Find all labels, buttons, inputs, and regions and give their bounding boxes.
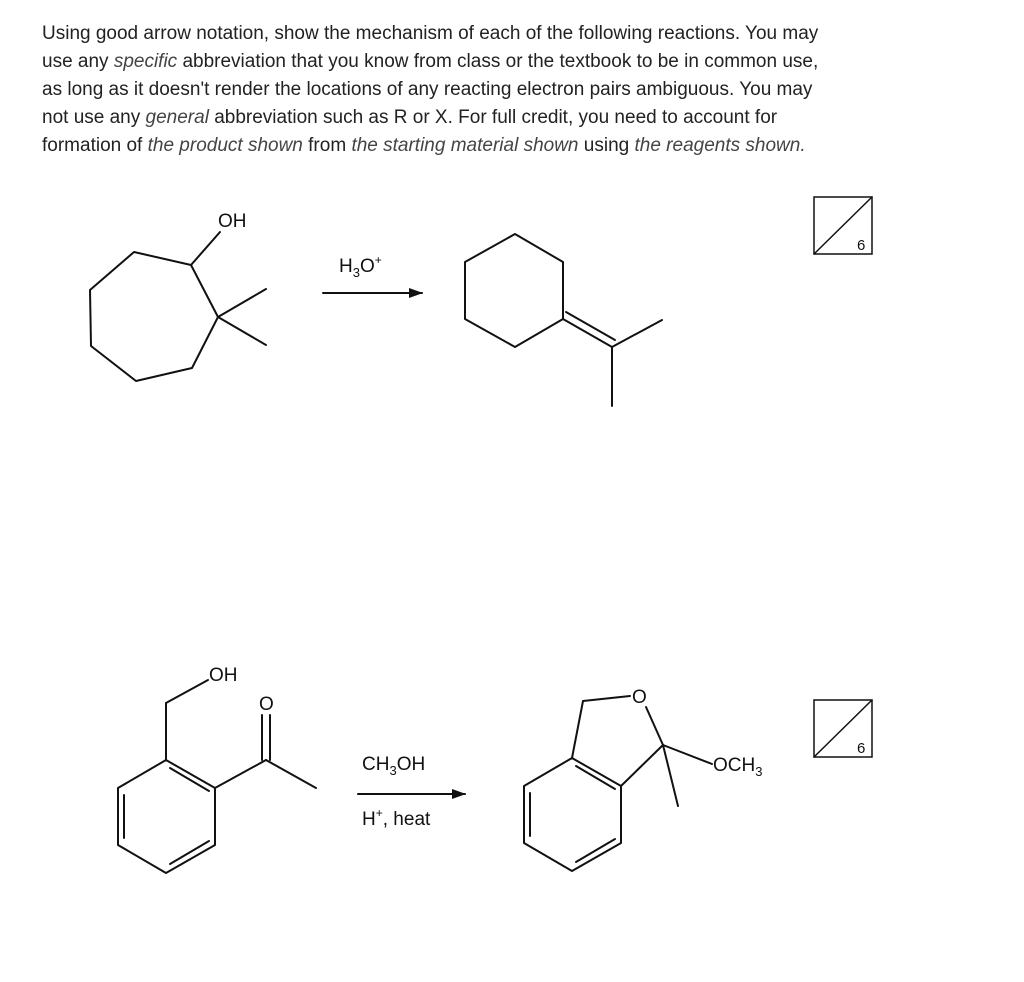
reaction2-starting-material — [118, 665, 316, 873]
reagent1-o: O — [359, 256, 375, 277]
aryl-quaternary-bond — [621, 745, 663, 786]
och3-text: OCH — [713, 755, 756, 776]
reaction1-starting-material — [90, 211, 266, 381]
aryl-carbonyl-bond — [215, 760, 266, 788]
ketone-methyl — [266, 760, 316, 788]
reaction1-reagent — [339, 253, 382, 280]
reagent2-oh: OH — [396, 754, 426, 775]
reagent2-h: H — [362, 809, 376, 830]
reagent2-plus: + — [375, 806, 383, 820]
product-methyl-1 — [612, 320, 662, 347]
o-quaternary-bond — [646, 707, 663, 745]
reagent2-ch: CH — [362, 754, 390, 775]
methyl-bond-1 — [218, 289, 266, 317]
reaction2-reagent-bottom — [362, 806, 431, 830]
svg-text:CH3OH — [362, 754, 425, 778]
instr-text-7: from — [302, 135, 352, 156]
reagent1-plus: + — [374, 253, 382, 267]
methyl-bond-2 — [218, 317, 266, 345]
ch2-o-bond — [583, 696, 630, 701]
reaction1-oh-label: OH — [218, 211, 247, 232]
svg-text:H+, heat — [362, 806, 431, 830]
benzene-ring-2 — [524, 758, 621, 871]
svg-text:H3O+ — [339, 253, 382, 280]
instr-text-3: abbreviation that you know from class or the textbook to be in common use, as long as it doesn't render the locations of any reacting electron pairs ambiguous. You may not use any — [42, 51, 819, 128]
reaction2-reagent-top — [362, 754, 425, 778]
reagent2-sub: 3 — [389, 763, 397, 778]
instr-text-5: abbreviation such as R or X. For full credit, you need to account for formation of — [42, 107, 778, 156]
ch2-oh-bond — [166, 680, 208, 703]
svg-text:OCH3 — [713, 755, 762, 779]
och3-sub: 3 — [755, 764, 763, 779]
c-oh-bond — [191, 232, 220, 265]
instr-emph-product: the product shown — [147, 135, 303, 156]
ring-ch2-bond — [572, 701, 583, 758]
reaction2-oh-label: OH — [209, 665, 238, 686]
quaternary-och3-bond — [663, 745, 712, 764]
instr-emph-specific: specific — [113, 51, 178, 72]
benzene-ring-1 — [118, 760, 215, 873]
reaction2-product — [524, 687, 762, 871]
reaction1-points: 6 — [857, 237, 866, 254]
reagent1-h: H — [339, 256, 353, 277]
instr-emph-starting: the starting material shown — [351, 135, 579, 156]
reagent1-sub: 3 — [352, 265, 360, 280]
carbonyl-o-label: O — [259, 694, 274, 715]
instr-emph-reagents: the reagents shown. — [634, 135, 806, 156]
ring-o-label: O — [632, 687, 647, 708]
instr-text-9: using — [578, 135, 635, 156]
quaternary-methyl — [663, 745, 678, 806]
reaction1-score-box — [814, 197, 872, 254]
reaction2-score-box — [814, 700, 872, 757]
instr-emph-general: general — [145, 107, 209, 128]
instr-text-1: Using good arrow notation, show the mechanism of each of the following reactions. You may use any — [42, 23, 819, 72]
cyclohexane-ring — [465, 234, 563, 347]
reagent2-heat: , heat — [382, 809, 431, 830]
reaction1-product — [465, 234, 662, 406]
reaction2-points: 6 — [857, 740, 866, 757]
cycloheptane-ring — [90, 252, 218, 381]
